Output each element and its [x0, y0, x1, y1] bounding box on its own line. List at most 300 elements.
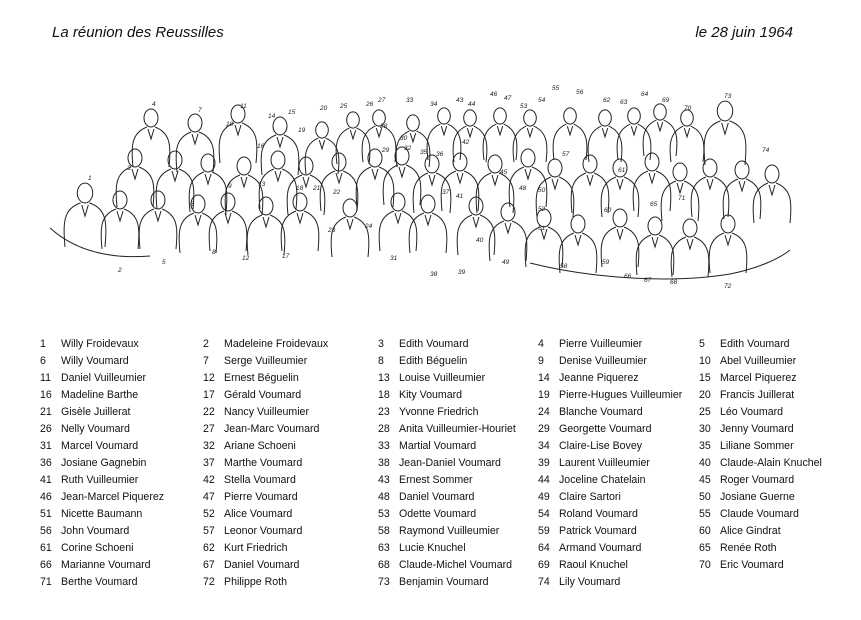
name-entry-number: 39	[538, 457, 550, 469]
name-entry	[378, 338, 538, 355]
name-entry	[378, 389, 538, 406]
name-entry-number: 20	[699, 389, 711, 401]
name-entry-name: Yvonne Friedrich	[399, 406, 479, 418]
drawn-person	[383, 147, 421, 205]
drawn-person	[483, 108, 517, 160]
name-entry	[40, 457, 203, 474]
name-entry-number: 43	[378, 474, 390, 486]
name-entry	[699, 491, 849, 508]
name-entry-number: 60	[699, 525, 711, 537]
figure-number-label: 67	[644, 277, 652, 284]
name-entry-number: 72	[203, 576, 215, 588]
name-entry-number: 69	[538, 559, 550, 571]
name-entry-name: Raoul Knuchel	[559, 559, 628, 571]
name-entry	[699, 389, 849, 406]
name-entry-number: 38	[378, 457, 390, 469]
figure-number-label: 6	[190, 201, 194, 208]
name-entry	[203, 542, 378, 559]
name-entry-name: Lucie Knuchel	[399, 542, 466, 554]
name-entry	[203, 457, 378, 474]
name-entry-name: Eric Voumard	[720, 559, 784, 571]
drawn-person	[116, 149, 154, 207]
name-entry	[40, 389, 203, 406]
name-entry-number: 30	[699, 423, 711, 435]
name-entry	[378, 440, 538, 457]
name-entry	[699, 457, 849, 474]
figure-number-label: 14	[268, 113, 276, 120]
name-entry-name: Daniel Vuilleumier	[61, 372, 146, 384]
name-entry-name: Willy Voumard	[61, 355, 129, 367]
name-entry	[538, 457, 699, 474]
name-entry-name: Madeline Barthe	[61, 389, 139, 401]
name-entry	[538, 440, 699, 457]
name-entry	[203, 423, 378, 440]
name-entry	[378, 508, 538, 525]
name-entry	[699, 406, 849, 423]
figure-number-label: 9	[228, 183, 232, 190]
figure-number-label: 43	[456, 97, 464, 104]
name-entry	[40, 423, 203, 440]
figure-number-label: 35	[420, 149, 428, 156]
name-entry-number: 35	[699, 440, 711, 452]
name-entry	[203, 389, 378, 406]
name-entry-number: 48	[378, 491, 390, 503]
name-entry-name: Nicette Baumann	[61, 508, 143, 520]
name-entry	[538, 372, 699, 389]
name-entry-name: Nancy Vuilleumier	[224, 406, 309, 418]
name-entry	[538, 389, 699, 406]
name-entry	[378, 406, 538, 423]
figure-number-label: 32	[404, 145, 412, 152]
name-entry-name: Patrick Voumard	[559, 525, 637, 537]
figure-number-label: 20	[320, 105, 328, 112]
name-entry-name: Liliane Sommer	[720, 440, 794, 452]
drawn-person	[509, 149, 547, 207]
drawn-person	[305, 122, 339, 174]
figure-number-label: 73	[724, 93, 732, 100]
name-entry-number: 23	[378, 406, 390, 418]
name-entry	[40, 338, 203, 355]
name-entry-number: 14	[538, 372, 550, 384]
name-entry	[538, 338, 699, 355]
name-entry-number: 32	[203, 440, 215, 452]
name-entry	[378, 525, 538, 542]
drawn-person	[362, 110, 396, 162]
figure-number-label: 19	[298, 127, 306, 134]
name-entry-number: 56	[40, 525, 52, 537]
figure-number-label: 22	[333, 189, 341, 196]
name-entry	[538, 542, 699, 559]
name-entry	[40, 559, 203, 576]
figure-number-label: 28	[380, 123, 388, 130]
figure-number-label: 58	[560, 263, 568, 270]
name-entry	[40, 406, 203, 423]
name-entry	[378, 372, 538, 389]
drawn-person	[336, 112, 370, 164]
name-entry-number: 50	[699, 491, 711, 503]
name-entry-name: Benjamin Voumard	[399, 576, 489, 588]
name-entry	[203, 576, 378, 593]
name-entry-number: 33	[378, 440, 390, 452]
drawn-person	[101, 191, 139, 249]
name-entry-number: 67	[203, 559, 215, 571]
drawn-person	[670, 110, 704, 162]
figure-number-label: 10	[226, 121, 234, 128]
name-entry-number: 73	[378, 576, 390, 588]
figure-number-label: 1	[88, 175, 92, 182]
name-entry-number: 8	[378, 355, 384, 367]
name-entry-name: Edith Béguelin	[399, 355, 468, 367]
name-entry-number: 47	[203, 491, 215, 503]
figure-number-label: 15	[288, 109, 296, 116]
name-entry	[699, 338, 849, 355]
name-entry	[203, 440, 378, 457]
figure-number-label: 33	[406, 97, 414, 104]
name-entry-name: Marianne Voumard	[61, 559, 151, 571]
name-entry-number: 53	[378, 508, 390, 520]
name-entry-number: 63	[378, 542, 390, 554]
figure-number-label: 52	[538, 206, 546, 213]
name-entry-name: Martial Voumard	[399, 440, 477, 452]
name-entry-number: 10	[699, 355, 711, 367]
ground-outline	[50, 228, 790, 279]
name-entry-number: 64	[538, 542, 550, 554]
name-entry-number: 41	[40, 474, 52, 486]
figure-number-label: 34	[430, 101, 438, 108]
name-entry-number: 59	[538, 525, 550, 537]
name-entry-name: Raymond Vuilleumier	[399, 525, 500, 537]
name-entry-name: Kurt Friedrich	[224, 542, 288, 554]
name-entry	[40, 542, 203, 559]
figure-number-label: 49	[502, 259, 510, 266]
name-entry-name: Marthe Voumard	[224, 457, 303, 469]
name-entry-name: Roger Voumard	[720, 474, 795, 486]
name-entry-name: Blanche Voumard	[559, 406, 643, 418]
name-entry-name: Josiane Guerne	[720, 491, 795, 503]
name-entry-number: 27	[203, 423, 215, 435]
name-entry	[378, 423, 538, 440]
name-entry	[538, 576, 699, 593]
name-entry-number: 57	[203, 525, 215, 537]
name-entry-number: 18	[378, 389, 390, 401]
figure-number-label: 53	[520, 103, 528, 110]
drawn-person	[261, 117, 299, 175]
name-entry	[378, 542, 538, 559]
name-entry-number: 15	[699, 372, 711, 384]
figure-number-label: 64	[641, 91, 649, 98]
drawn-person	[219, 105, 257, 163]
name-entry	[699, 525, 849, 542]
name-entry-number: 9	[538, 355, 544, 367]
name-entry-number: 45	[699, 474, 711, 486]
drawn-person	[247, 197, 285, 255]
name-entry-number: 65	[699, 542, 711, 554]
name-entry-number: 34	[538, 440, 550, 452]
name-entry-name: Jeanne Piquerez	[559, 372, 639, 384]
name-entry	[40, 508, 203, 525]
name-entry-name: Ariane Schoeni	[224, 440, 296, 452]
name-entry-name: Berthe Voumard	[61, 576, 138, 588]
figure-number-label: 57	[562, 151, 570, 158]
name-entry-name: Abel Vuilleumier	[720, 355, 797, 367]
name-entry-number: 11	[40, 372, 51, 384]
figure-number-label: 25	[340, 103, 348, 110]
drawn-person	[588, 110, 622, 162]
name-entry-number: 1	[40, 338, 46, 350]
name-entry-name: Claude Voumard	[720, 508, 799, 520]
name-entry-name: Léo Voumard	[720, 406, 784, 418]
name-entry-number: 40	[699, 457, 711, 469]
name-entry-number: 58	[378, 525, 390, 537]
figure-number-label: 61	[618, 167, 626, 174]
name-entry-number: 19	[538, 389, 550, 401]
name-entry	[203, 508, 378, 525]
drawn-person	[704, 101, 746, 165]
figure-number-label: 38	[430, 271, 438, 278]
name-entry-name: Alice Voumard	[224, 508, 293, 520]
name-entry-number: 17	[203, 389, 215, 401]
name-entry-number: 4	[538, 338, 544, 350]
name-entry-number: 26	[40, 423, 52, 435]
name-entry-name: Renée Roth	[720, 542, 777, 554]
figure-number-label: 46	[490, 91, 498, 98]
page-date: le 28 juin 1964	[695, 24, 793, 41]
name-entry-number: 13	[378, 372, 390, 384]
figure-number-label: 65	[650, 201, 658, 208]
name-entry-number: 7	[203, 355, 209, 367]
drawn-person	[571, 155, 609, 213]
name-entry-number: 24	[538, 406, 550, 418]
drawn-person	[441, 153, 479, 211]
name-entry-name: Pierre Vuilleumier	[559, 338, 643, 350]
drawn-person	[413, 155, 451, 213]
name-entry-name: Pierre Voumard	[224, 491, 298, 503]
name-entry-number: 49	[538, 491, 550, 503]
name-entry-name: Marcel Piquerez	[720, 372, 797, 384]
figure-number-label: 37	[442, 189, 450, 196]
name-entry-name: Anita Vuilleumier-Houriet	[399, 423, 516, 435]
name-entry	[203, 474, 378, 491]
name-entry-name: Willy Froidevaux	[61, 338, 139, 350]
name-entry-name: Daniel Voumard	[399, 491, 475, 503]
name-entry	[40, 474, 203, 491]
name-entry	[699, 542, 849, 559]
name-entry-name: Francis Juillerat	[720, 389, 795, 401]
name-entry	[378, 576, 538, 593]
name-entry	[40, 372, 203, 389]
name-entry-name: Denise Vuilleumier	[559, 355, 647, 367]
name-entry-name: Armand Voumard	[559, 542, 642, 554]
figure-number-label: 8	[212, 249, 216, 256]
drawn-person	[453, 110, 487, 162]
figure-number-label: 47	[504, 95, 512, 102]
name-entry-name: Alice Gindrat	[720, 525, 781, 537]
name-list	[40, 338, 840, 598]
name-entry-name: Philippe Roth	[224, 576, 288, 588]
name-entry-name: Claude-Alain Knuchel	[720, 457, 822, 469]
name-entry-name: Laurent Vuilleumier	[559, 457, 650, 469]
page-title: La réunion des Reussilles	[52, 24, 224, 41]
name-entry-number: 29	[538, 423, 550, 435]
figure-number-label: 7	[198, 107, 202, 114]
name-entry-number: 36	[40, 457, 52, 469]
name-entry-name: Daniel Voumard	[224, 559, 300, 571]
figure-number-label: 3	[127, 165, 131, 172]
name-entry-name: Odette Voumard	[399, 508, 477, 520]
name-entry	[40, 576, 203, 593]
figure-number-label: 30	[400, 135, 408, 142]
drawn-person	[139, 191, 177, 249]
figure-number-label: 68	[670, 279, 678, 286]
figure-number-label: 13	[258, 181, 266, 188]
name-entry	[538, 423, 699, 440]
name-entry-name: Edith Voumard	[399, 338, 469, 350]
name-entry-name: Edith Voumard	[720, 338, 790, 350]
name-entry-number: 44	[538, 474, 550, 486]
name-entry	[40, 440, 203, 457]
name-entry-number: 28	[378, 423, 390, 435]
name-entry	[378, 559, 538, 576]
name-entry	[699, 372, 849, 389]
name-entry-name: Marcel Voumard	[61, 440, 139, 452]
figure-number-label: 51	[538, 225, 546, 232]
name-entry-number: 6	[40, 355, 46, 367]
name-entry	[40, 491, 203, 508]
name-entry-number: 5	[699, 338, 705, 350]
name-entry	[538, 406, 699, 423]
name-entry	[378, 457, 538, 474]
name-entry-name: Corine Schoeni	[61, 542, 134, 554]
figure-number-label: 39	[458, 269, 466, 276]
name-entry	[378, 355, 538, 372]
name-entry	[203, 406, 378, 423]
name-entry-number: 3	[378, 338, 384, 350]
name-entry-name: Ernest Sommer	[399, 474, 473, 486]
drawn-person	[525, 209, 563, 267]
name-entry-name: Pierre-Hugues Vuilleumier	[559, 389, 683, 401]
name-entry	[40, 525, 203, 542]
figure-number-label: 26	[366, 101, 374, 108]
figure-number-label: 23	[328, 227, 336, 234]
drawn-person	[513, 110, 547, 162]
name-entry-number: 54	[538, 508, 550, 520]
figure-number-label: 44	[468, 101, 476, 108]
name-entry-name: Claire-Lise Bovey	[559, 440, 643, 452]
drawn-person	[489, 203, 527, 261]
figure-number-label: 54	[538, 97, 546, 104]
name-entry-number: 42	[203, 474, 215, 486]
name-entry	[538, 508, 699, 525]
name-entry-number: 12	[203, 372, 215, 384]
drawn-person	[476, 155, 514, 213]
drawn-person	[643, 104, 677, 156]
figure-number-label: 31	[390, 255, 398, 262]
figure-number-label: 2	[118, 267, 122, 274]
name-entry	[699, 355, 849, 372]
drawn-person	[209, 193, 247, 251]
name-entry-name: Nelly Voumard	[61, 423, 130, 435]
name-entry-number: 68	[378, 559, 390, 571]
figure-number-label: 16	[257, 143, 265, 150]
drawn-person	[427, 108, 461, 160]
name-entry-name: Serge Vuilleumier	[224, 355, 308, 367]
name-entry-number: 31	[40, 440, 52, 452]
figure-number-label: 50	[538, 187, 546, 194]
drawn-person	[709, 215, 747, 273]
name-entry	[699, 508, 849, 525]
name-entry-name: Josiane Gagnebin	[61, 457, 147, 469]
name-entry-name: Ernest Béguelin	[224, 372, 299, 384]
name-entry	[699, 423, 849, 440]
name-entry	[699, 440, 849, 457]
figure-number-label: 63	[620, 99, 628, 106]
figure-number-label: 4	[152, 101, 156, 108]
name-entry	[203, 491, 378, 508]
name-entry-number: 66	[40, 559, 52, 571]
name-entry	[538, 474, 699, 491]
name-entry-number: 37	[203, 457, 215, 469]
figure-number-label: 56	[576, 89, 584, 96]
name-entry-number: 16	[40, 389, 52, 401]
name-entry-number: 25	[699, 406, 711, 418]
drawn-person	[132, 109, 170, 167]
name-entry-number: 52	[203, 508, 215, 520]
name-entry	[378, 474, 538, 491]
name-entry-number: 74	[538, 576, 550, 588]
figure-number-label: 11	[240, 103, 247, 110]
name-entry	[203, 525, 378, 542]
figure-number-label: 59	[602, 259, 610, 266]
name-entry-number: 46	[40, 491, 52, 503]
name-entry	[538, 355, 699, 372]
figure-number-label: 27	[378, 97, 386, 104]
name-entry-name: Louise Vuilleumier	[399, 372, 486, 384]
figure-number-label: 42	[462, 139, 470, 146]
name-entry-name: Leonor Voumard	[224, 525, 303, 537]
figure-number-label: 12	[242, 255, 250, 262]
name-entry-name: Stella Voumard	[224, 474, 296, 486]
name-entry-name: Lily Voumard	[559, 576, 621, 588]
name-entry-name: Ruth Vuilleumier	[61, 474, 139, 486]
name-entry-number: 61	[40, 542, 52, 554]
name-entry-number: 70	[699, 559, 711, 571]
drawn-person	[753, 165, 791, 223]
drawn-person	[661, 163, 699, 221]
name-entry-number: 62	[203, 542, 215, 554]
group-photo-line-drawing	[30, 78, 820, 293]
drawn-person	[356, 149, 394, 207]
figure-number-label: 29	[382, 147, 390, 154]
figure-number-label: 5	[162, 259, 166, 266]
name-entry-name: Roland Voumard	[559, 508, 638, 520]
figure-number-label: 17	[282, 253, 290, 260]
drawn-person	[553, 108, 587, 160]
figure-number-label: 36	[436, 151, 444, 158]
figure-number-label: 18	[296, 185, 304, 192]
figure-number-label: 69	[662, 97, 670, 104]
name-entry-number: 2	[203, 338, 209, 350]
figure-number-label: 40	[476, 237, 484, 244]
name-entry	[203, 338, 378, 355]
name-entry-number: 55	[699, 508, 711, 520]
name-entry	[538, 559, 699, 576]
drawn-person	[156, 151, 194, 209]
name-entry	[538, 525, 699, 542]
name-entry	[203, 355, 378, 372]
name-entry-number: 22	[203, 406, 215, 418]
drawn-person	[636, 217, 674, 275]
name-entry-name: John Voumard	[61, 525, 130, 537]
